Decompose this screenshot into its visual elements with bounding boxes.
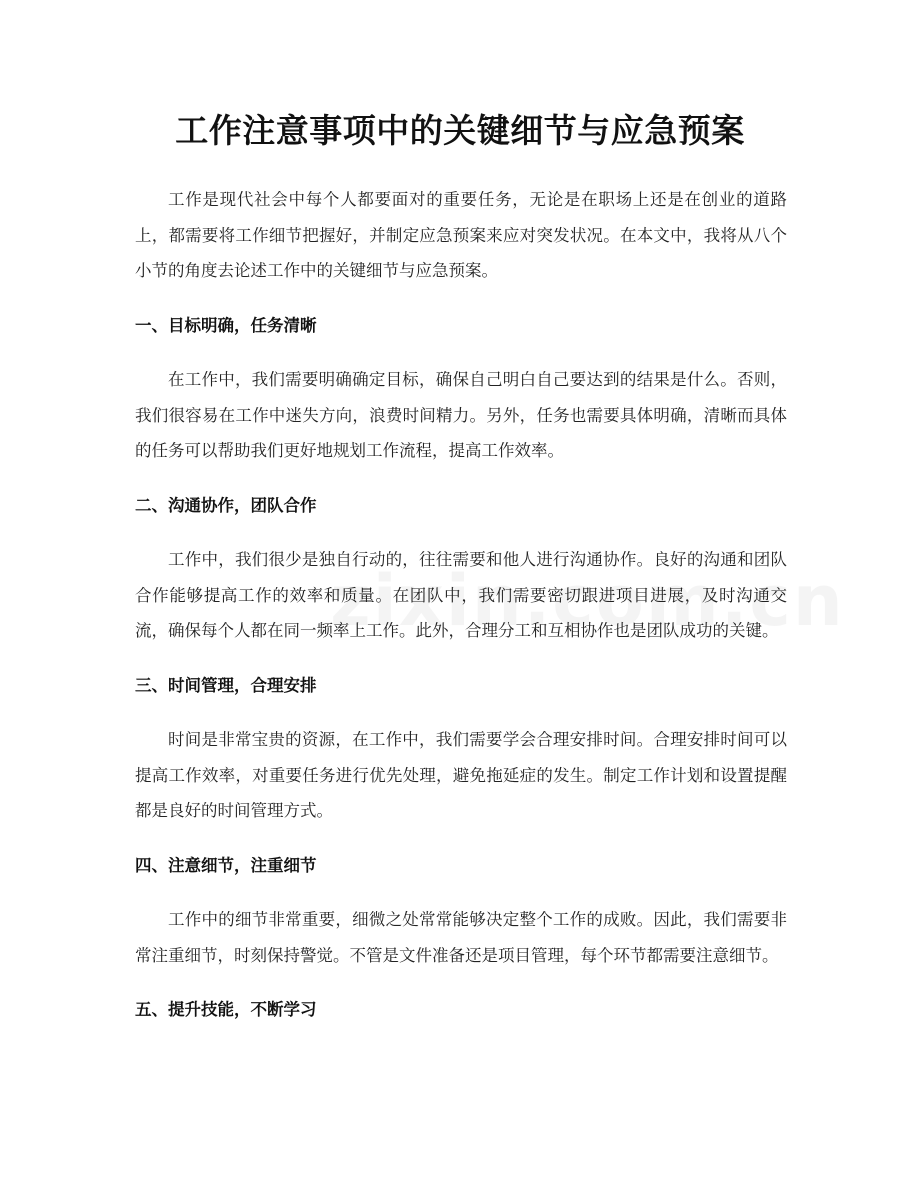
section-paragraph-4: 工作中的细节非常重要，细微之处常常能够决定整个工作的成败。因此，我们需要非常注重细节，时刻保持警觉。不管是文件准备还是项目管理，每个环节都需要注意细节。 <box>135 910 787 965</box>
section-heading-1: 一、目标明确，任务清晰 <box>135 315 317 335</box>
intro-paragraph: 工作是现代社会中每个人都要面对的重要任务，无论是在职场上还是在创业的道路上，都需要将工作细节把握好，并制定应急预案来应对突发状况。在本文中，我将从八个小节的角度去论述工作中的关键细节与应急预案。 <box>135 190 787 280</box>
document-title: 工作注意事项中的关键细节与应急预案 <box>175 111 745 150</box>
section-heading-4: 四、注意细节，注重细节 <box>135 855 317 875</box>
section-heading-3: 三、时间管理，合理安排 <box>135 675 317 695</box>
section-paragraph-3: 时间是非常宝贵的资源，在工作中，我们需要学会合理安排时间。合理安排时间可以提高工作效率，对重要任务进行优先处理，避免拖延症的发生。制定工作计划和设置提醒都是良好的时间管理方式。 <box>135 730 787 820</box>
section-heading-2: 二、沟通协作，团队合作 <box>135 495 317 515</box>
section-paragraph-1: 在工作中，我们需要明确确定目标，确保自己明白自己要达到的结果是什么。否则，我们很容易在工作中迷失方向，浪费时间精力。另外，任务也需要具体明确，清晰而具体的任务可以帮助我们更好地规划工作流程，提高工作效率。 <box>135 370 787 460</box>
section-heading-5: 五、提升技能，不断学习 <box>135 1000 317 1019</box>
document-body <box>135 182 787 1028</box>
section-paragraph-2: 工作中，我们很少是独自行动的，往往需要和他人进行沟通协作。良好的沟通和团队合作能够提高工作的效率和质量。在团队中，我们需要密切跟进项目进展，及时沟通交流，确保每个人都在同一频率上工作。此外，合理分工和互相协作也是团队成功的关键。 <box>135 550 787 640</box>
